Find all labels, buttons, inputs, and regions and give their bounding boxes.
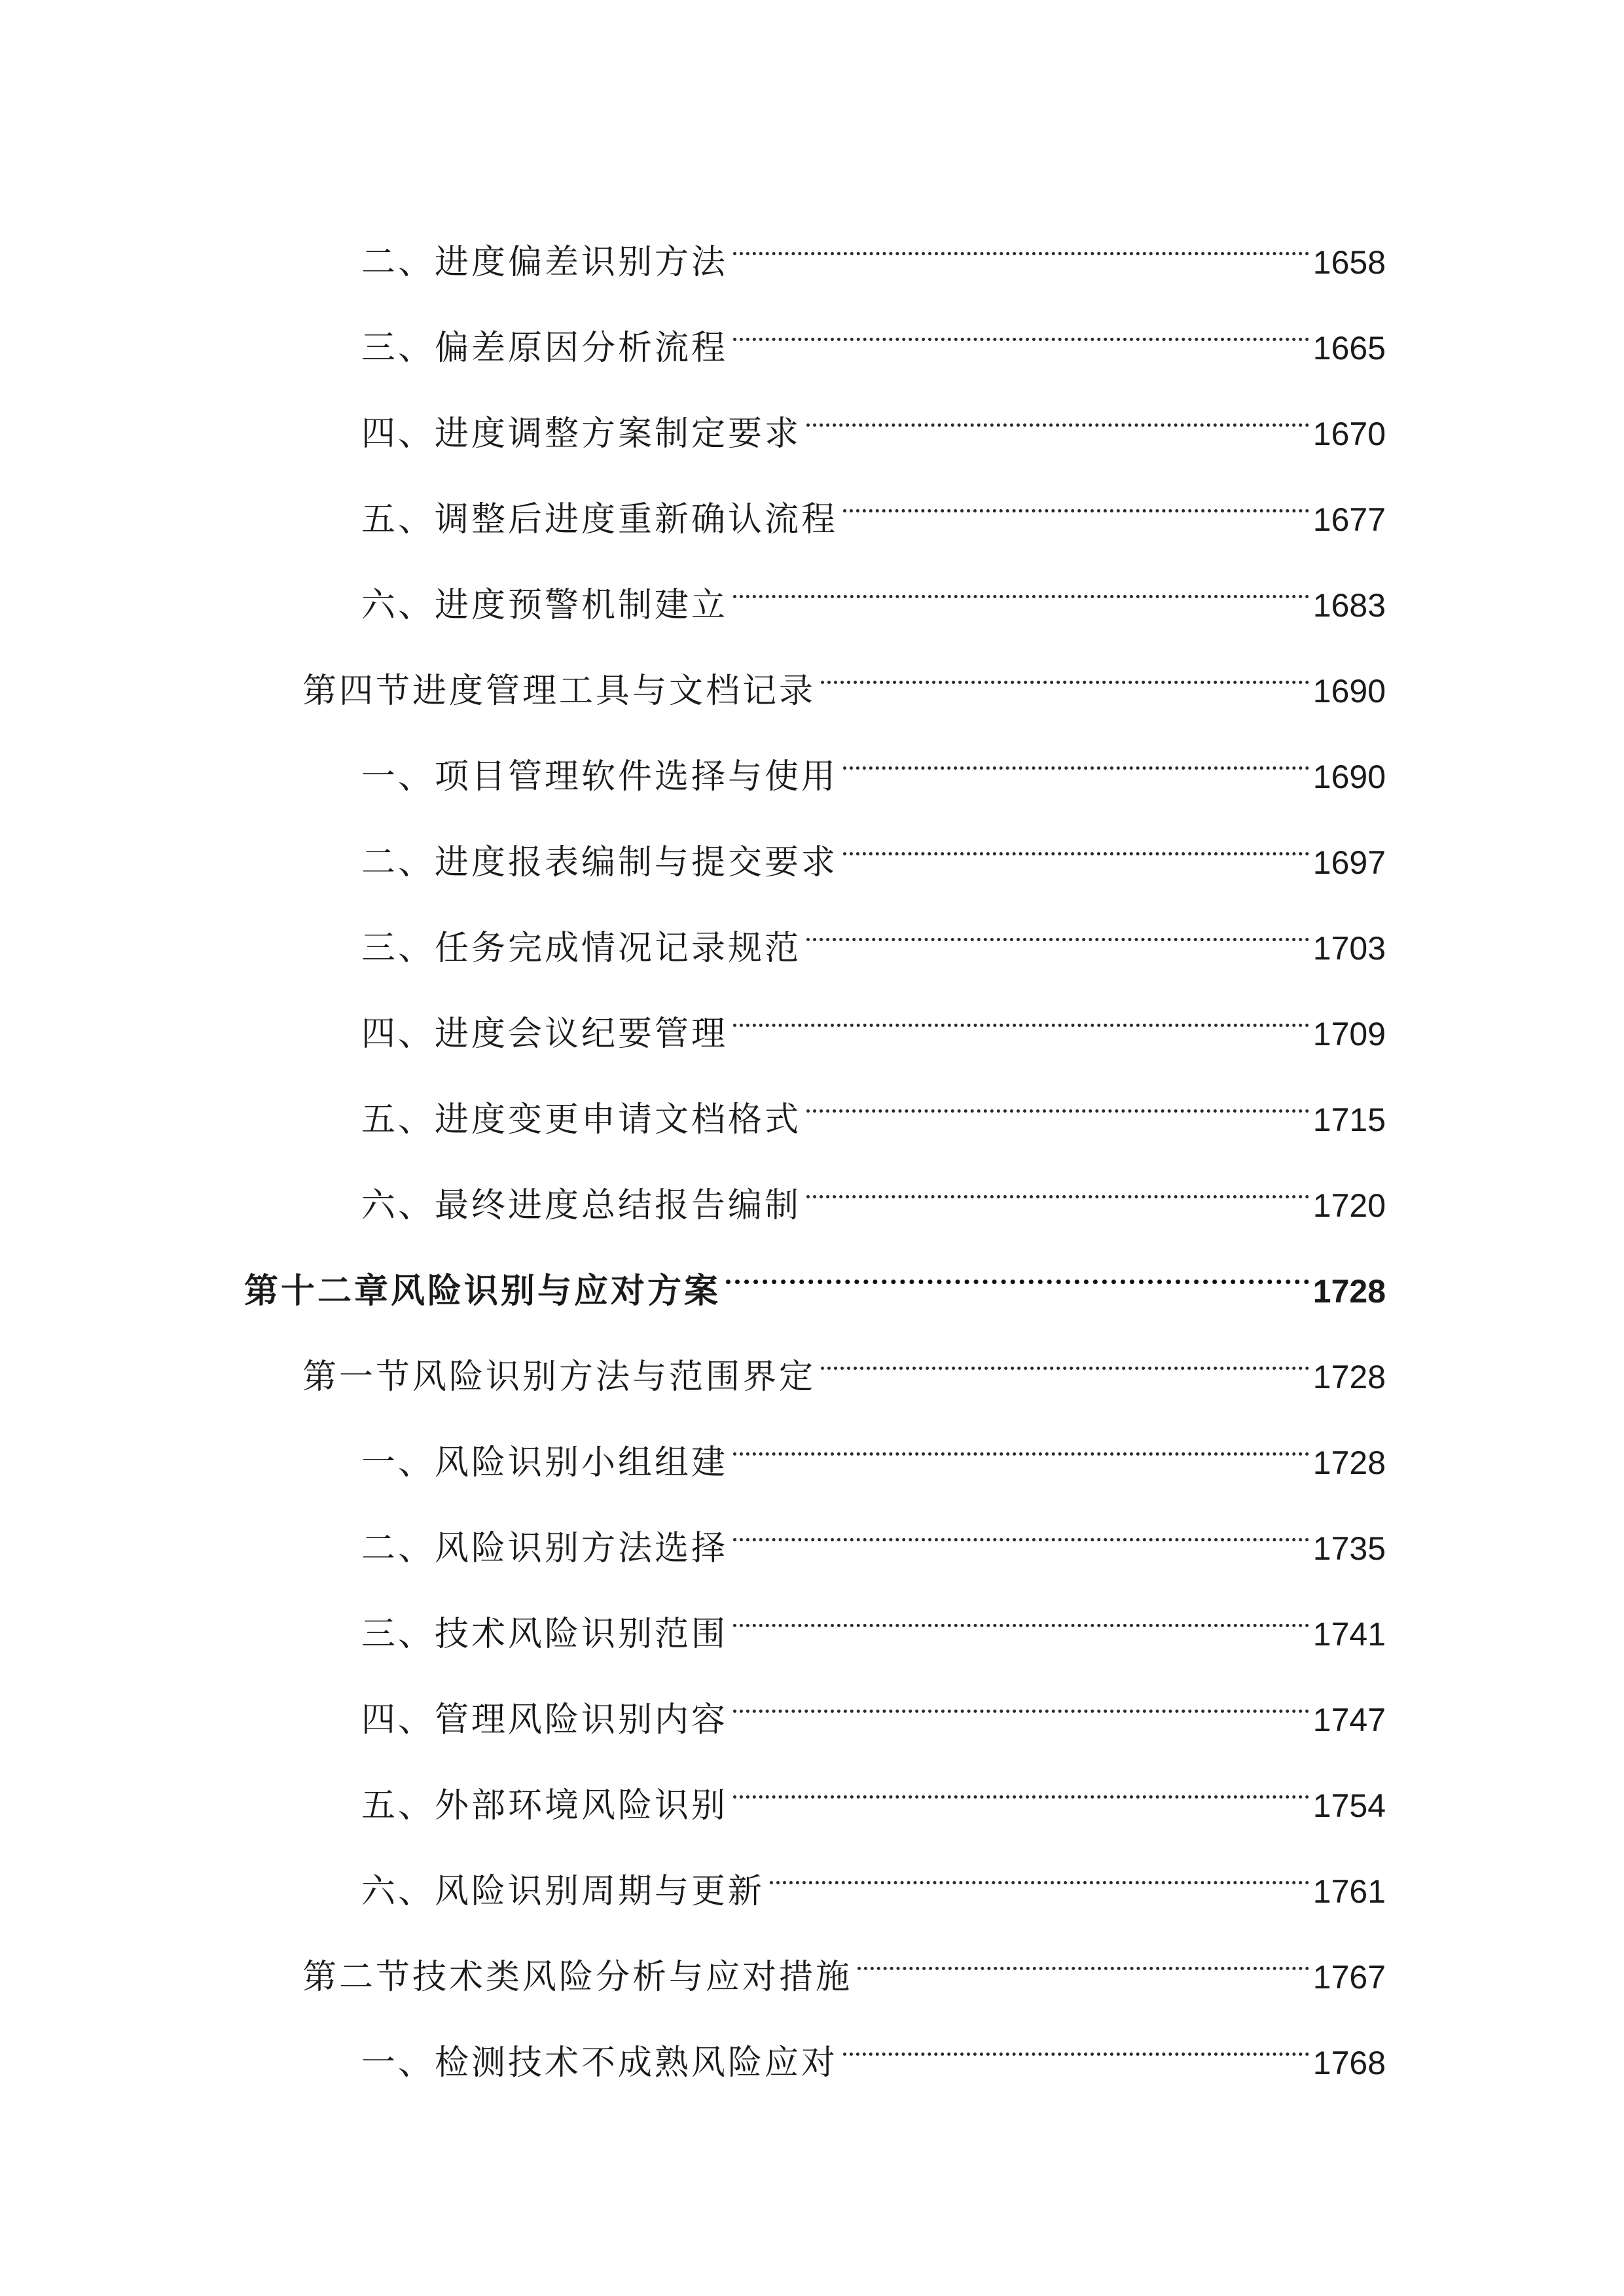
toc-entry[interactable] xyxy=(361,1837,1386,1911)
toc-dot-leader xyxy=(733,1408,1309,1474)
toc-entry-title: 六、最终进度总结报告编制 xyxy=(361,1186,802,1225)
toc-dot-leader xyxy=(733,1580,1309,1645)
toc-entry-page: 1720 xyxy=(1312,1187,1386,1224)
toc-entry-page: 1677 xyxy=(1312,501,1386,538)
toc-dot-leader xyxy=(733,208,1309,274)
toc-dot-leader xyxy=(806,1066,1309,1131)
toc-entry[interactable] xyxy=(361,551,1386,625)
toc-entry-page: 1728 xyxy=(1312,1359,1386,1395)
toc-entry-page: 1767 xyxy=(1312,1959,1386,1996)
toc-dot-leader xyxy=(806,1151,1309,1217)
toc-entry-title: 二、进度偏差识别方法 xyxy=(361,243,729,282)
toc-dot-leader xyxy=(806,380,1309,445)
toc-entry-title: 一、项目管理软件选择与使用 xyxy=(361,757,839,797)
toc-dot-leader xyxy=(843,723,1309,788)
toc-entry[interactable] xyxy=(361,808,1386,882)
toc-entry[interactable] xyxy=(361,980,1386,1054)
toc-entry-page: 1658 xyxy=(1312,244,1386,281)
toc-dot-leader xyxy=(733,1666,1309,1731)
toc-entry-page: 1665 xyxy=(1312,330,1386,367)
toc-dot-leader xyxy=(821,1323,1309,1388)
toc-entry[interactable] xyxy=(361,723,1386,797)
toc-entry-title: 五、调整后进度重新确认流程 xyxy=(361,500,839,539)
toc-entry-page: 1761 xyxy=(1312,1873,1386,1910)
toc-entry-page: 1709 xyxy=(1312,1016,1386,1052)
toc-entry-page: 1754 xyxy=(1312,1787,1386,1824)
toc-entry-title: 五、外部环境风险识别 xyxy=(361,1786,729,1825)
toc-entry-page: 1683 xyxy=(1312,587,1386,624)
toc-dot-leader xyxy=(733,1494,1309,1560)
toc-entry[interactable] xyxy=(302,1323,1386,1397)
toc-entry[interactable] xyxy=(361,1408,1386,1482)
toc-entry-title: 一、风险识别小组组建 xyxy=(361,1443,729,1482)
toc-dot-leader xyxy=(843,808,1309,874)
toc-entry-page: 1715 xyxy=(1312,1102,1386,1138)
toc-dot-leader xyxy=(770,1837,1309,1903)
toc-entry-title: 二、进度报表编制与提交要求 xyxy=(361,843,839,882)
toc-dot-leader xyxy=(843,465,1309,531)
toc-entry[interactable] xyxy=(302,637,1386,711)
toc-entry-title: 第一节风险识别方法与范围界定 xyxy=(302,1357,816,1397)
toc-entry[interactable] xyxy=(361,294,1386,368)
toc-dot-leader xyxy=(857,1923,1309,1988)
toc-entry[interactable] xyxy=(361,1066,1386,1139)
toc-entry-page: 1670 xyxy=(1312,416,1386,452)
toc-dot-leader xyxy=(733,1751,1309,1817)
toc-dot-leader xyxy=(733,551,1309,617)
toc-entry-title: 六、进度预警机制建立 xyxy=(361,586,729,625)
toc-dot-leader xyxy=(733,294,1309,359)
toc-entry[interactable] xyxy=(361,1580,1386,1654)
toc-entry-title: 第十二章风险识别与应对方案 xyxy=(244,1272,721,1311)
toc-entry-title: 四、进度会议纪要管理 xyxy=(361,1014,729,1054)
toc-entry-title: 第四节进度管理工具与文档记录 xyxy=(302,672,816,711)
toc-entry-page: 1703 xyxy=(1312,930,1386,967)
toc-entry[interactable] xyxy=(361,1494,1386,1568)
toc-entry[interactable] xyxy=(361,208,1386,282)
toc-entry-page: 1735 xyxy=(1312,1530,1386,1567)
toc-entry-page: 1741 xyxy=(1312,1616,1386,1653)
toc-entry-title: 四、管理风险识别内容 xyxy=(361,1700,729,1740)
toc-dot-leader xyxy=(843,2009,1309,2074)
toc-entry-title: 一、检测技术不成熟风险应对 xyxy=(361,2043,839,2083)
toc-dot-leader xyxy=(821,637,1309,702)
toc-entry[interactable] xyxy=(361,1151,1386,1225)
toc-entry[interactable] xyxy=(361,380,1386,454)
toc-entry-page: 1697 xyxy=(1312,844,1386,881)
toc-entry-title: 第二节技术类风险分析与应对措施 xyxy=(302,1958,853,1997)
toc-entry[interactable] xyxy=(361,1751,1386,1825)
toc-entry-title: 五、进度变更申请文档格式 xyxy=(361,1100,802,1139)
toc-entry-title: 二、风险识别方法选择 xyxy=(361,1529,729,1568)
toc-entry-page: 1768 xyxy=(1312,2045,1386,2081)
toc-entry-page: 1728 xyxy=(1312,1273,1386,1310)
toc-entry[interactable] xyxy=(302,1923,1386,1997)
toc-dot-leader xyxy=(806,894,1309,960)
toc-entry-title: 六、风险识别周期与更新 xyxy=(361,1872,765,1911)
toc-entry[interactable] xyxy=(361,894,1386,968)
toc-entry-page: 1690 xyxy=(1312,673,1386,709)
toc-entry-title: 三、偏差原因分析流程 xyxy=(361,329,729,368)
toc-entry[interactable] xyxy=(361,2009,1386,2083)
toc-entry[interactable] xyxy=(361,465,1386,539)
toc-entry[interactable] xyxy=(361,1666,1386,1740)
toc-entry-title: 三、技术风险识别范围 xyxy=(361,1615,729,1654)
toc-dot-leader xyxy=(726,1237,1309,1302)
toc-entry-page: 1728 xyxy=(1312,1444,1386,1481)
toc-entry-title: 三、任务完成情况记录规范 xyxy=(361,929,802,968)
toc-dot-leader xyxy=(733,980,1309,1045)
toc-entry-title: 四、进度调整方案制定要求 xyxy=(361,414,802,454)
toc-entry-page: 1747 xyxy=(1312,1702,1386,1738)
toc-entry-chapter[interactable] xyxy=(244,1237,1386,1311)
toc-entry-page: 1690 xyxy=(1312,759,1386,795)
